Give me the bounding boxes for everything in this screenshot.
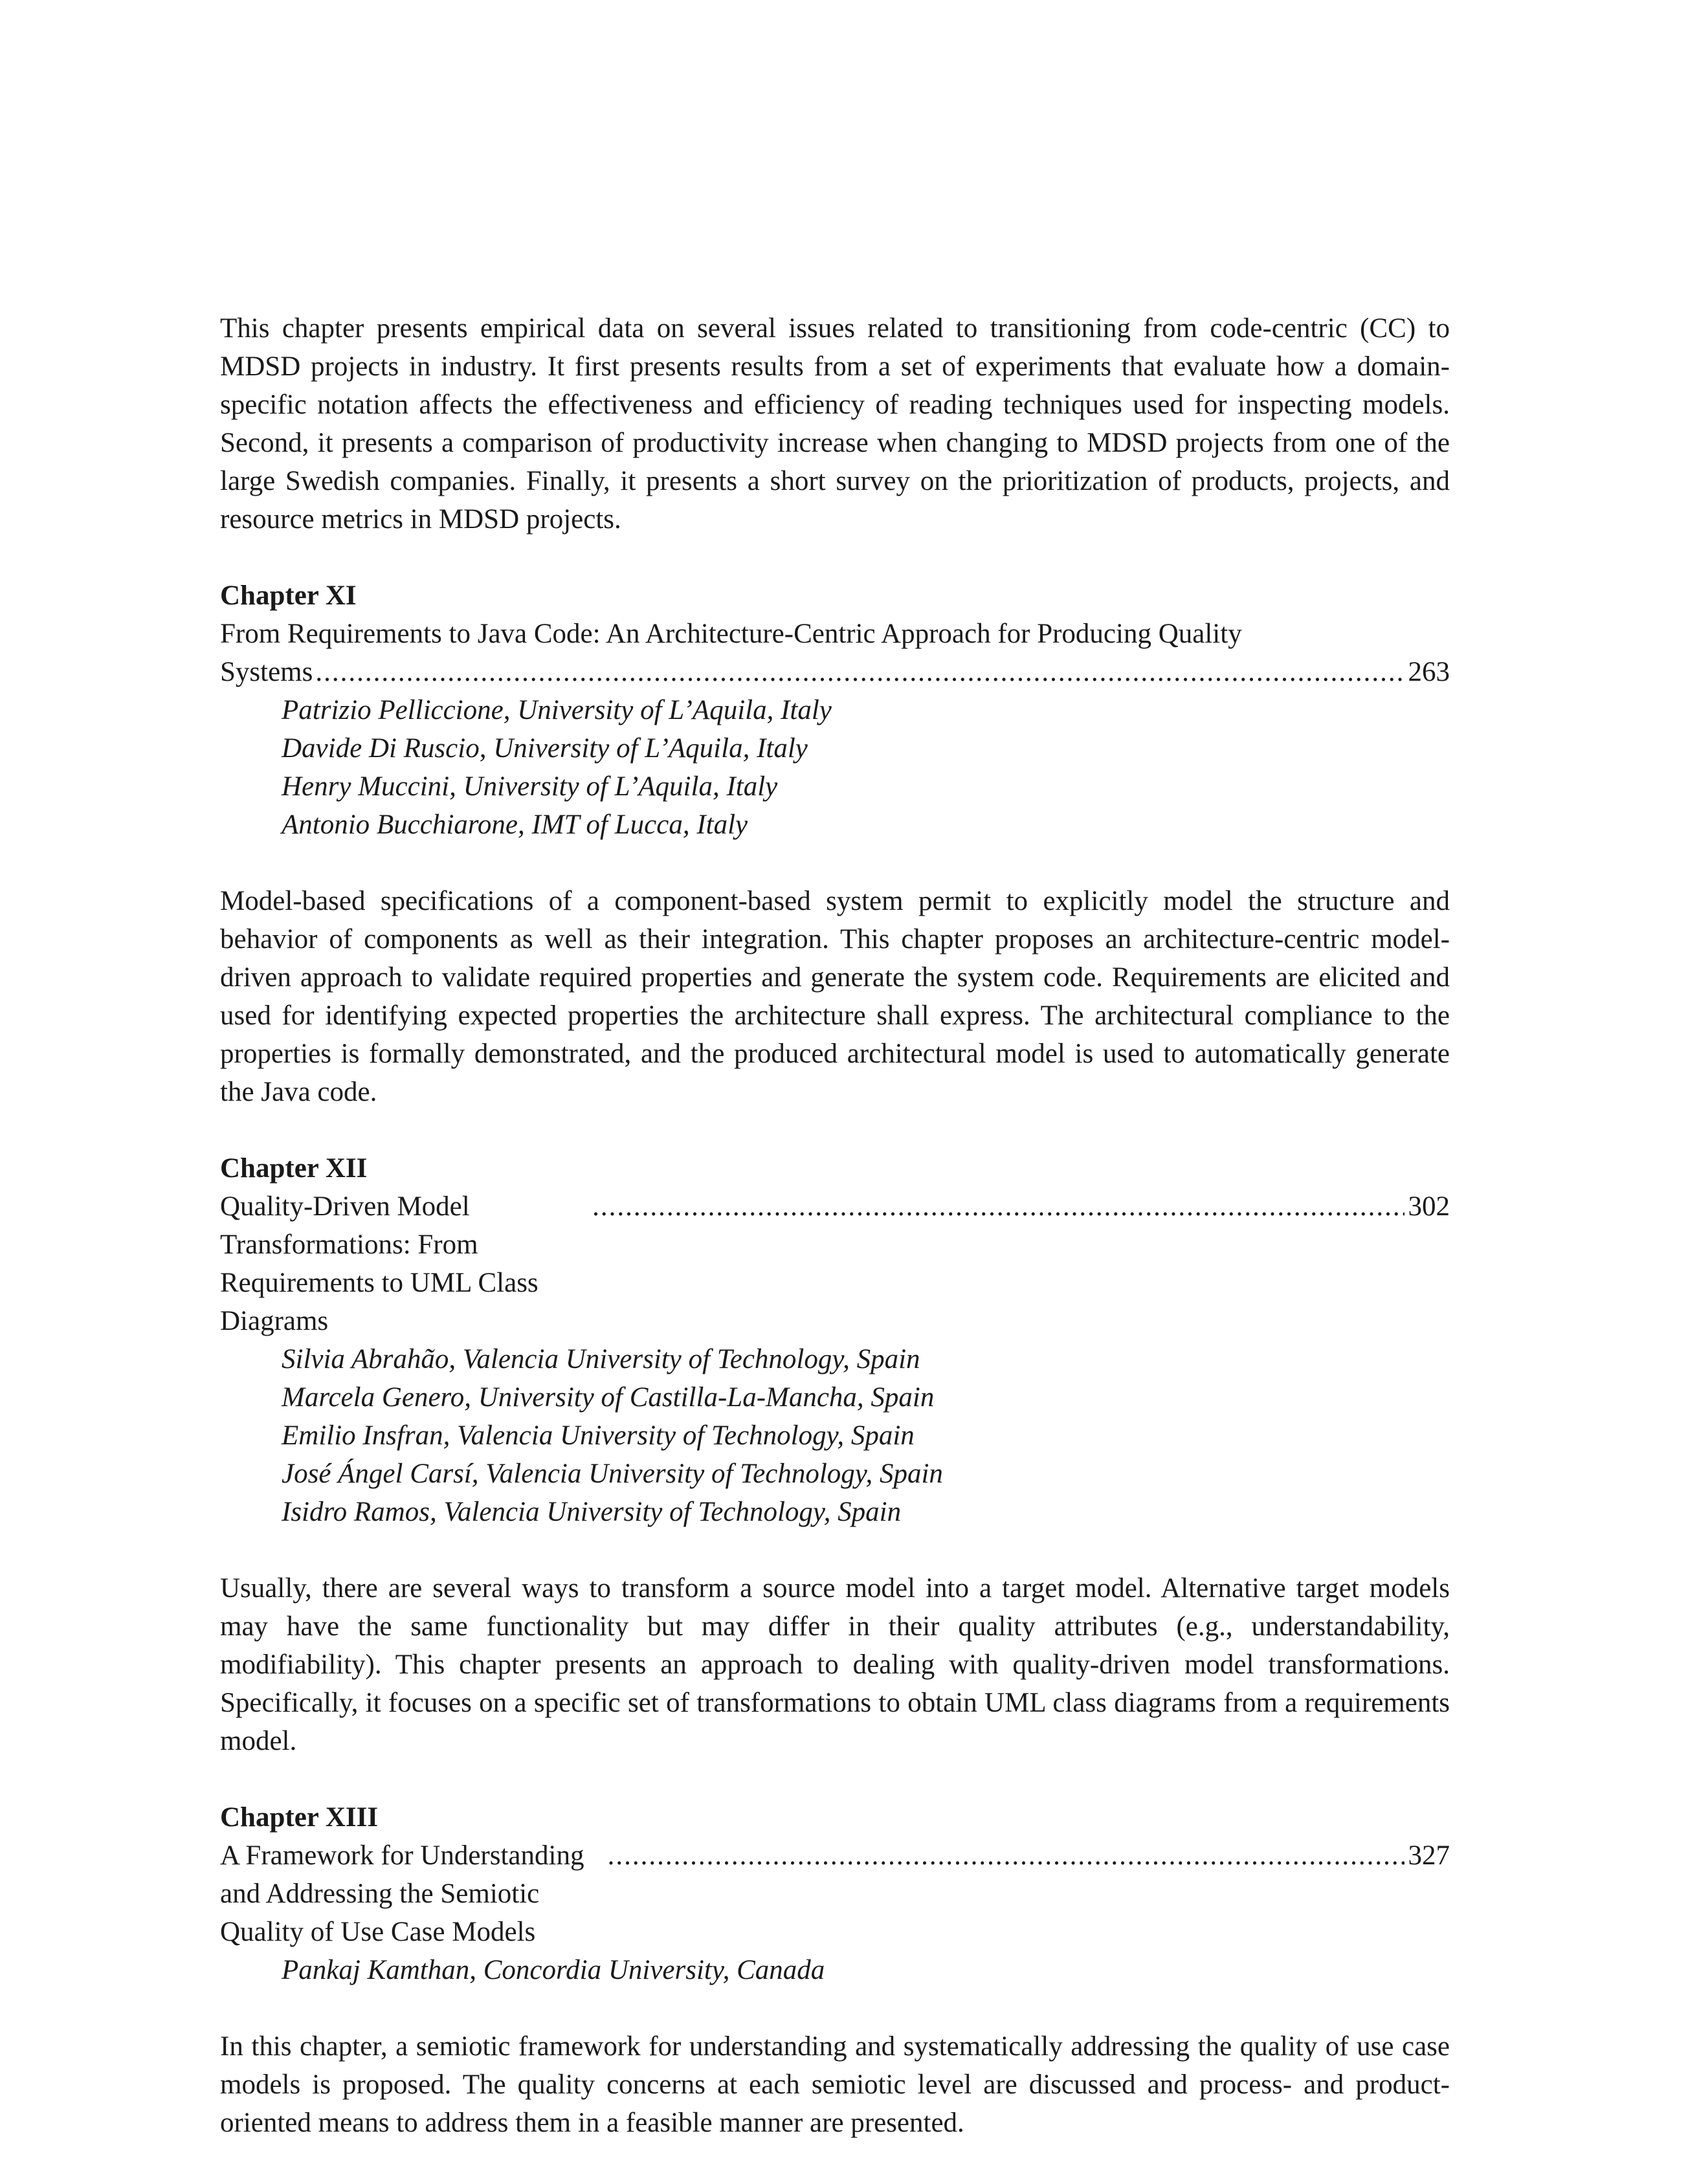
- chapter-title: From Requirements to Java Code: An Architecture-Centric Approach for Producing Quality: [220, 619, 1242, 649]
- chapter-abstract: In this chapter, a semiotic framework for understanding and systematically addressing the quality of use case models is proposed. The quality concerns at each semiotic level are discussed and process- and product-oriented means to address them in a feasible manner are presented.: [220, 2031, 1450, 2138]
- author: Isidro Ramos, Valencia University of Technology, Spain: [282, 1497, 902, 1527]
- author: Antonio Bucchiarone, IMT of Lucca, Italy: [282, 810, 748, 840]
- chapter-heading: Chapter XI: [220, 580, 357, 611]
- author: Davide Di Ruscio, University of L’Aquila, Italy: [282, 733, 808, 764]
- spacer: [220, 844, 1450, 882]
- spacer: [220, 1760, 1450, 1798]
- dot-leader: [315, 653, 1404, 691]
- chapter-title-continued: Systems: [220, 657, 313, 687]
- author: Henry Muccini, University of L’Aquila, Italy: [282, 771, 778, 802]
- chapter-abstract: Usually, there are several ways to transform a source model into a target model. Alternative target models may have the same functionality but may differ in their quality attributes (e.g., understandability, modifiability). This chapter presents an approach to dealing with quality-driven model transformations. Specifically, it focuses on a specific set of transformations to obtain UML class diagrams from a requirements model.: [220, 1573, 1450, 1756]
- author: José Ángel Carsí, Valencia University of Technology, Spain: [282, 1459, 943, 1489]
- author: Pankaj Kamthan, Concordia University, Canada: [282, 1955, 825, 1985]
- intro-paragraph: This chapter presents empirical data on several issues related to transitioning from code-centric (CC) to MDSD projects in industry. It first presents results from a set of experiments that evaluate how a domain-specific notation affects the effectiveness and efficiency of reading techniques used for inspecting models. Second, it presents a comparison of productivity increase when changing to MDSD projects from one of the large Swedish companies. Finally, it presents a short survey on the prioritization of products, projects, and resource metrics in MDSD projects.: [220, 313, 1450, 535]
- chapter-12-entry: [220, 1149, 1450, 1760]
- author: Silvia Abrahão, Valencia University of Technology, Spain: [282, 1344, 920, 1374]
- toc-page: [220, 309, 1450, 2142]
- chapter-abstract: Model-based specifications of a component-based system permit to explicitly model the structure and behavior of components as well as their integration. This chapter proposes an architecture-centric model-driven approach to validate required properties and generate the system code. Requirements are elicited and used for identifying expected properties the architecture shall express. The architectural compliance to the properties is formally demonstrated, and the produced architectural model is used to automatically generate the Java code.: [220, 886, 1450, 1107]
- spacer: [220, 1111, 1450, 1149]
- spacer: [220, 538, 1450, 577]
- chapter-13-entry: [220, 1798, 1450, 2142]
- dot-leader: [592, 1187, 1404, 1226]
- toc-line: [220, 653, 1450, 691]
- page-number: 327: [1408, 1840, 1450, 1871]
- author-list: [220, 1340, 1450, 1531]
- author: Patrizio Pelliccione, University of L’Aquila, Italy: [282, 695, 832, 725]
- author: Marcela Genero, University of Castilla-La-Mancha, Spain: [282, 1382, 935, 1413]
- spacer: [220, 1989, 1450, 2027]
- toc-line: [220, 1187, 1450, 1340]
- author-list: [220, 691, 1450, 844]
- toc-line: [220, 1837, 1450, 1951]
- page-number: 302: [1408, 1191, 1450, 1222]
- chapter-title: A Framework for Understanding and Addressing the Semiotic Quality of Use Case Models: [220, 1840, 584, 1947]
- author: Emilio Insfran, Valencia University of Technology, Spain: [282, 1420, 915, 1451]
- chapter-heading: Chapter XII: [220, 1153, 368, 1184]
- page-number: 263: [1408, 657, 1450, 687]
- author-list: [220, 1951, 1450, 1989]
- spacer: [220, 1531, 1450, 1569]
- chapter-title: Quality-Driven Model Transformations: From Requirements to UML Class Diagrams: [220, 1191, 539, 1336]
- chapter-heading: Chapter XIII: [220, 1802, 379, 1833]
- dot-leader: [608, 1837, 1405, 1875]
- chapter-11-entry: [220, 577, 1450, 1111]
